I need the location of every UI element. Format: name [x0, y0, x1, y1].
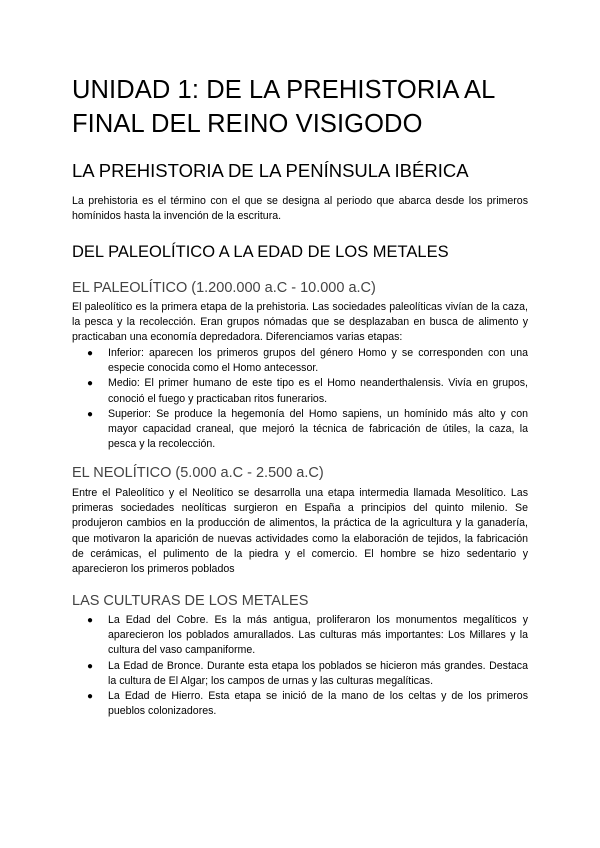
- list-item: [72, 376, 528, 406]
- section-intro: La prehistoria es el término con el que se designa al periodo que abarca desde los primeros homínidos hasta la invención de la escritura.: [72, 195, 528, 223]
- neolitico-heading: EL NEOLÍTICO (5.000 a.C - 2.500 a.C): [72, 465, 324, 481]
- paleolitico-list: [72, 346, 528, 452]
- bullet-icon: ●: [87, 348, 94, 359]
- section-heading: LA PREHISTORIA DE LA PENÍNSULA IBÉRICA: [72, 160, 469, 181]
- list-item-text: La Edad de Hierro. Esta etapa se inició de la mano de los celtas y de los primeros pueblos colonizadores.: [108, 690, 528, 718]
- list-item: [72, 407, 528, 453]
- subsection-heading: DEL PALEOLÍTICO A LA EDAD DE LOS METALES: [72, 243, 449, 261]
- bullet-icon: ●: [87, 615, 94, 626]
- paleolitico-text: El paleolítico es la primera etapa de la prehistoria. Las sociedades paleolíticas vivían de la caza, la pesca y la recolección. Eran grupos nómadas que se desplazaban en busca de alimento y practicaban una economía depredadora. Diferenciamos varias etapas:: [72, 301, 528, 344]
- paleolitico-heading: EL PALEOLÍTICO (1.200.000 a.C - 10.000 a.C): [72, 280, 376, 296]
- bullet-icon: ●: [87, 408, 94, 420]
- list-item-text: Medio: El primer humano de este tipo es el Homo neanderthalensis. Vivía en grupos, conoció el fuego y practicaban ritos funerarios.: [108, 377, 528, 405]
- list-item: [72, 689, 528, 719]
- metales-heading: LAS CULTURAS DE LOS METALES: [72, 593, 309, 609]
- bullet-icon: ●: [87, 660, 94, 672]
- bullet-icon: ●: [87, 691, 94, 703]
- list-item: [72, 613, 528, 659]
- list-item-text: Superior: Se produce la hegemonía del Homo sapiens, un homínido más alto y con mayor capacidad craneal, que mejoró la técnica de fabricación de útiles, la caza, la pesca y la recolección.: [108, 407, 528, 451]
- list-item-text: Inferior: aparecen los primeros grupos del género Homo y se corresponden con una especie conocida como el Homo antecessor.: [108, 347, 528, 375]
- document-title: UNIDAD 1: DE LA PREHISTORIA AL FINAL DEL REINO VISIGODO: [72, 76, 495, 138]
- list-item: [72, 659, 528, 689]
- metales-list: [72, 613, 528, 719]
- list-item-text: La Edad del Cobre. Es la más antigua, proliferaron los monumentos megalíticos y aparecieron los poblados amurallados. Las culturas más importantes: Los Millares y la cultura del vaso campaniforme.: [108, 614, 528, 657]
- list-item: [72, 346, 528, 376]
- list-item-text: La Edad de Bronce. Durante esta etapa los poblados se hicieron más grandes. Destaca la cultura de El Algar; los campos de urnas y las culturas megalíticas.: [108, 659, 528, 687]
- neolitico-text: Entre el Paleolítico y el Neolítico se desarrolla una etapa intermedia llamada Mesolítico. Las primeras sociedades neolíticas surgieron en España a principios del quinto milenio. Se produjeron cambios en la producción de alimentos, la práctica de la agricultura y la ganadería, que motivaron la aparición de nuevas actividades como la elaboración de tejidos, la fabricación de cerámicas, el pulimento de la piedra y el comercio. El hombre se hizo sedentario y aparecieron los primeros poblados: [72, 487, 528, 576]
- bullet-icon: ●: [87, 378, 94, 390]
